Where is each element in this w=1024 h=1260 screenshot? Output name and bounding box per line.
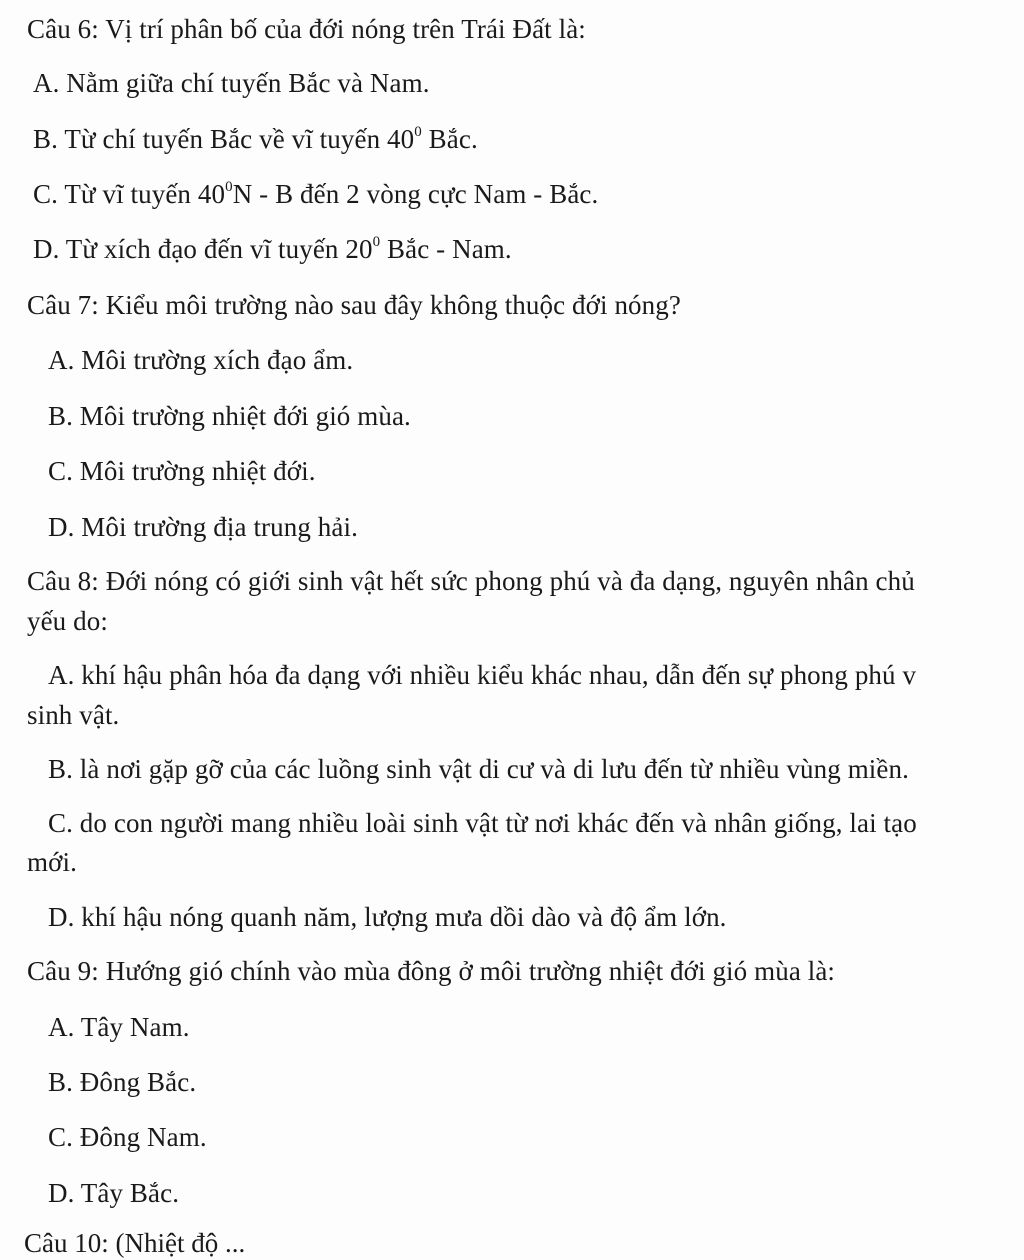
question-7-stem: Câu 7: Kiểu môi trường nào sau đây không thuộc đới nóng? bbox=[27, 290, 681, 320]
question-8-option-b: B. là nơi gặp gỡ của các luồng sinh vật di cư và di lưu đến từ nhiều vùng miền. bbox=[48, 754, 909, 784]
question-8-option-c-line-1: C. do con người mang nhiều loài sinh vật từ nơi khác đến và nhân giống, lai tạo bbox=[48, 808, 917, 838]
question-6-option-d bbox=[33, 232, 512, 266]
question-6-option-b bbox=[33, 122, 478, 156]
degree-superscript: 0 bbox=[372, 234, 381, 250]
question-9-option-d: D. Tây Bắc. bbox=[48, 1178, 180, 1208]
question-9-option-b: B. Đông Bắc. bbox=[48, 1067, 197, 1097]
question-8-option-d: D. khí hậu nóng quanh năm, lượng mưa dồi dào và độ ẩm lớn. bbox=[48, 902, 727, 932]
question-9-option-a: A. Tây Nam. bbox=[48, 1012, 190, 1042]
question-7-option-a: A. Môi trường xích đạo ẩm. bbox=[48, 345, 354, 375]
question-8-stem-line-1: Câu 8: Đới nóng có giới sinh vật hết sức phong phú và đa dạng, nguyên nhân chủ bbox=[27, 566, 915, 596]
question-8-option-a-line-2: sinh vật. bbox=[27, 700, 120, 730]
question-8-option-c-line-2: mới. bbox=[27, 847, 77, 877]
question-8-option-a-line-1: A. khí hậu phân hóa đa dạng với nhiều kiểu khác nhau, dẫn đến sự phong phú v bbox=[48, 660, 917, 690]
question-6-option-a: A. Nằm giữa chí tuyến Bắc và Nam. bbox=[33, 68, 430, 98]
degree-superscript: 0 bbox=[414, 124, 422, 140]
question-6-option-b-suffix: Bắc. bbox=[421, 124, 478, 154]
question-8-stem-line-2: yếu do: bbox=[27, 606, 108, 636]
question-7-option-b: B. Môi trường nhiệt đới gió mùa. bbox=[48, 401, 411, 431]
question-7-option-d: D. Môi trường địa trung hải. bbox=[48, 512, 358, 542]
question-6-stem: Câu 6: Vị trí phân bố của đới nóng trên Trái Đất là: bbox=[27, 14, 586, 44]
question-9-stem: Câu 9: Hướng gió chính vào mùa đông ở môi trường nhiệt đới gió mùa là: bbox=[27, 956, 836, 986]
question-6-option-c-suffix: N - B đến 2 vòng cực Nam - Bắc. bbox=[232, 179, 599, 209]
question-6-option-d-suffix: Bắc - Nam. bbox=[380, 234, 512, 264]
question-6-option-d-text: D. Từ xích đạo đến vĩ tuyến 20 bbox=[33, 234, 373, 264]
question-7-option-c: C. Môi trường nhiệt đới. bbox=[48, 456, 316, 486]
question-10-cut-off: Câu 10: (Nhiệt độ ... bbox=[24, 1228, 246, 1258]
question-9-option-c: C. Đông Nam. bbox=[48, 1122, 207, 1152]
question-6-option-c-text: C. Từ vĩ tuyến 40 bbox=[33, 179, 226, 209]
question-6-option-c bbox=[33, 177, 598, 211]
degree-superscript: 0 bbox=[225, 179, 233, 195]
question-6-option-b-text: B. Từ chí tuyến Bắc về vĩ tuyến 40 bbox=[33, 124, 415, 154]
